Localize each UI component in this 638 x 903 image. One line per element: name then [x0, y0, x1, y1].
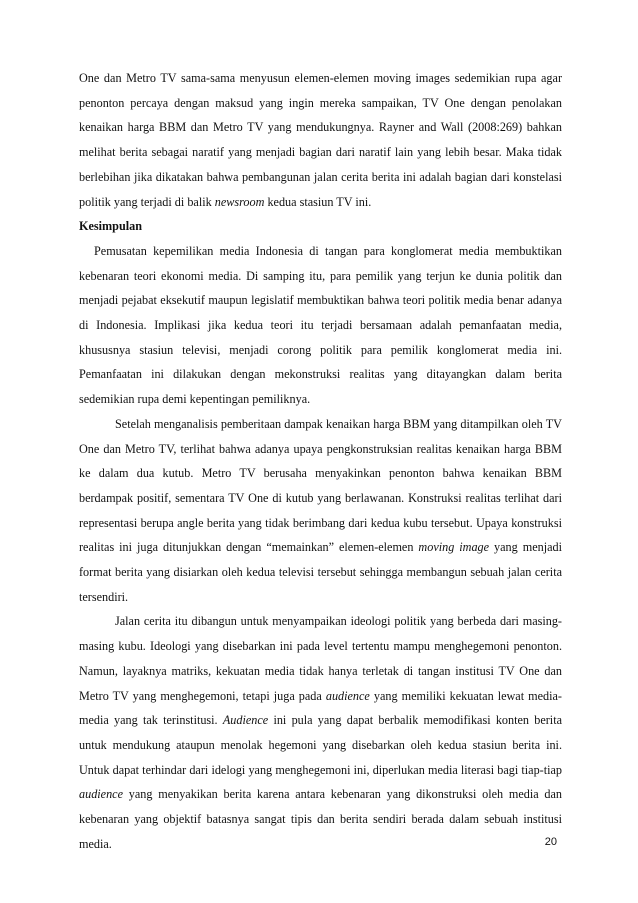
italic-term: newsroom	[214, 194, 265, 209]
page-body	[79, 66, 562, 857]
italic-term: audience	[325, 688, 370, 703]
paragraph-continuation: One dan Metro TV sama-sama menyusun elemen-elemen moving images sedemikian rupa agar penonton percaya dengan maksud yang ingin mereka sampaikan, TV One dengan penolakan kenaikan harga BBM dan Metro TV yang mendukungnya. Rayner and Wall (2008:269) bahkan melihat berita sebagai naratif yang menjadi bagian dari naratif lain yang lebih besar. Maka tidak berlebihan jika dikatakan bahwa pembangunan jalan cerita berita ini adalah bagian dari konstelasi politik yang terjadi di balik newsroom kedua stasiun TV ini.	[79, 71, 562, 209]
page-number: 20	[544, 836, 557, 848]
paragraph-conclusion-1: Pemusatan kepemilikan media Indonesia di tangan para konglomerat media membuktikan kebenaran teori ekonomi media. Di samping itu, para pemilik yang terjun ke dunia politik dan menjadi pejabat eksekutif maupun legislatif membuktikan bahwa teori politik media benar adanya di Indonesia. Implikasi jika kedua teori itu terjadi bersamaan adalah pemanfaatan media, khususnya stasiun televisi, menjadi corong politik para pemilik konglomerat media ini. Pemanfaatan ini dilakukan dengan mekonstruksi realitas yang ditayangkan dalam berita sedemikian rupa demi kepentingan pemiliknya.	[79, 243, 562, 407]
section-heading: Kesimpulan	[79, 219, 142, 234]
paragraph-conclusion-3: Jalan cerita itu dibangun untuk menyampaikan ideologi politik yang berbeda dari masing-masing kubu. Ideologi yang disebarkan ini pada level tertentu mampu menghegemoni penonton. Namun, layaknya matriks, kekuatan media tidak hanya terletak di tangan institusi TV One dan Metro TV yang menghegemoni, tetapi juga pada audience yang memiliki kekuatan lewat media-media yang tak terinstitusi. Audience ini pula yang dapat berbalik memodifikasi konten berita untuk mendukung ataupun menolak hegemoni yang disebarkan oleh kedua stasiun berita ini. Untuk dapat terhindar dari idelogi yang menghegemoni ini, diperlukan media literasi bagi tiap-tiap audience yang menyakikan berita karena antara kebenaran yang dikonstruksi oleh media dan kebenaran yang objektif batasnya sangat tipis dan berita sendiri berada dalam sebuah institusi media.	[79, 614, 562, 851]
italic-term: moving image	[418, 540, 490, 555]
italic-term: audience	[79, 787, 123, 802]
paragraph-conclusion-2: Setelah menganalisis pemberitaan dampak kenaikan harga BBM yang ditampilkan oleh TV One dan Metro TV, terlihat bahwa adanya upaya pengkonstruksian realitas kenaikan harga BBM ke dalam dua kutub. Metro TV berusaha menyakinkan penonton bahwa kenaikan BBM berdampak positif, sementara TV One di kutub yang berlawanan. Konstruksi realitas terlihat dari representasi berupa angle berita yang tidak berimbang dari kedua kubu tersebut. Upaya konstruksi realitas ini juga ditunjukkan dengan “memainkan” elemen-elemen moving image yang menjadi format berita yang disiarkan oleh kedua televisi tersebut sehingga membangun sebuah jalan cerita tersendiri.	[79, 416, 562, 604]
italic-term: Audience	[222, 713, 269, 728]
